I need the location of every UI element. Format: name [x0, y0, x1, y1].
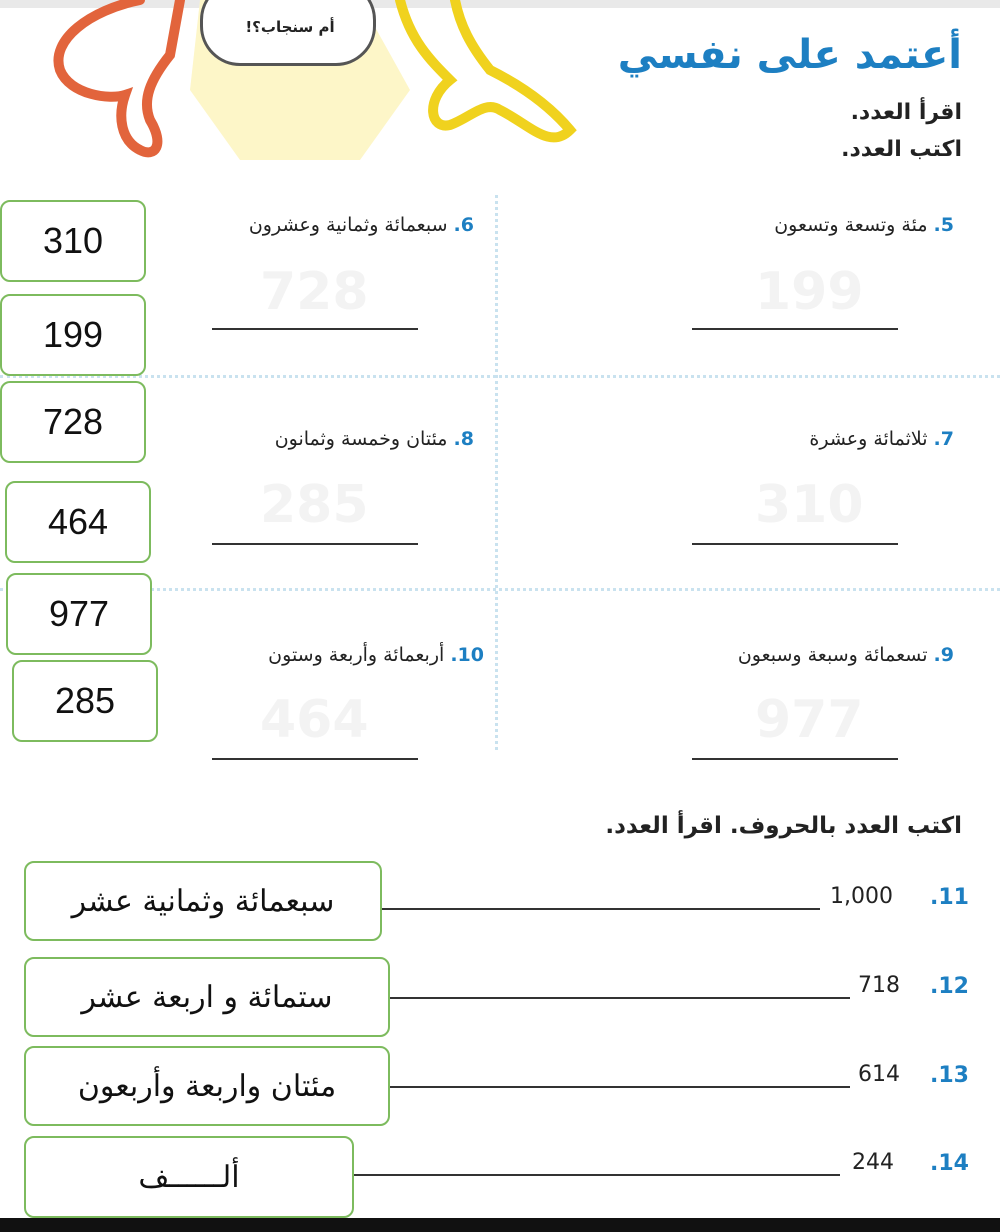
- exercise-number: 7.: [933, 428, 954, 450]
- speech-bubble-text: أم سنجاب؟!: [245, 18, 335, 36]
- exercise-item-9: [738, 644, 954, 666]
- answer-line-6[interactable]: [212, 328, 418, 330]
- question-value-11: 1,000: [830, 884, 893, 909]
- section2-instruction: اكتب العدد بالحروف. اقرأ العدد.: [605, 813, 962, 839]
- answer-line-7[interactable]: [692, 543, 898, 545]
- ghost-answer: 285: [260, 475, 369, 535]
- question-number-13: .13: [930, 1063, 969, 1088]
- exercise-text: تسعمائة وسبعة وسبعون: [737, 644, 928, 666]
- word-answer-box-2[interactable]: ستمائة و اربعة عشر: [24, 957, 390, 1037]
- exercise-text: مئة وتسعة وتسعون: [774, 214, 928, 236]
- question-value-13: 614: [858, 1062, 900, 1087]
- exercise-item-7: [809, 428, 954, 450]
- exercise-text: أربعمائة وأربعة وستون: [268, 644, 445, 666]
- exercise-number: 5.: [933, 214, 954, 236]
- question-value-14: 244: [852, 1150, 894, 1175]
- grid-divider-1: [0, 375, 1000, 378]
- grid-divider-vertical: [495, 195, 498, 750]
- question-number-14: .14: [930, 1151, 969, 1176]
- ghost-answer: 728: [260, 262, 369, 322]
- word-answer-line-14[interactable]: [350, 1174, 840, 1176]
- exercise-item-8: [275, 428, 474, 450]
- question-value-12: 718: [858, 973, 900, 998]
- exercise-number: 9.: [933, 644, 954, 666]
- word-answer-box-3[interactable]: مئتان واربعة وأربعون: [24, 1046, 390, 1126]
- ghost-answer: 977: [755, 690, 864, 750]
- answer-line-10[interactable]: [212, 758, 418, 760]
- orange-figure: [58, 0, 180, 152]
- instruction-read: اقرأ العدد.: [850, 100, 962, 125]
- exercise-item-10: [268, 644, 484, 666]
- page-title: أعتمد على نفسي: [617, 32, 962, 78]
- answer-line-9[interactable]: [692, 758, 898, 760]
- word-answer-line-11[interactable]: [380, 908, 820, 910]
- exercise-number: 10.: [450, 644, 484, 666]
- answer-line-8[interactable]: [212, 543, 418, 545]
- word-answer-line-13[interactable]: [388, 1086, 850, 1088]
- answer-box-977[interactable]: 977: [6, 573, 152, 655]
- exercise-number: 6.: [453, 214, 474, 236]
- answer-box-285[interactable]: 285: [12, 660, 158, 742]
- exercise-text: مئتان وخمسة وثمانون: [274, 428, 448, 450]
- word-answer-box-1[interactable]: سبعمائة وثمانية عشر: [24, 861, 382, 941]
- answer-box-728[interactable]: 728: [0, 381, 146, 463]
- word-answer-line-12[interactable]: [388, 997, 850, 999]
- answer-box-199[interactable]: 199: [0, 294, 146, 376]
- ghost-answer: 464: [260, 690, 369, 750]
- answer-box-464[interactable]: 464: [5, 481, 151, 563]
- exercise-item-6: [249, 214, 474, 236]
- ghost-answer: 199: [755, 262, 864, 322]
- exercise-text: سبعمائة وثمانية وعشرون: [248, 214, 448, 236]
- bottom-bar: [0, 1218, 1000, 1232]
- question-number-11: .11: [930, 885, 969, 910]
- word-answer-box-4[interactable]: ألــــــف: [24, 1136, 354, 1218]
- ghost-answer: 310: [755, 475, 864, 535]
- yellow-figure: [400, 0, 570, 137]
- instruction-write: اكتب العدد.: [841, 137, 962, 162]
- answer-box-310[interactable]: 310: [0, 200, 146, 282]
- answer-line-5[interactable]: [692, 328, 898, 330]
- exercise-item-5: [774, 214, 954, 236]
- exercise-text: ثلاثمائة وعشرة: [809, 428, 928, 450]
- question-number-12: .12: [930, 974, 969, 999]
- exercise-number: 8.: [453, 428, 474, 450]
